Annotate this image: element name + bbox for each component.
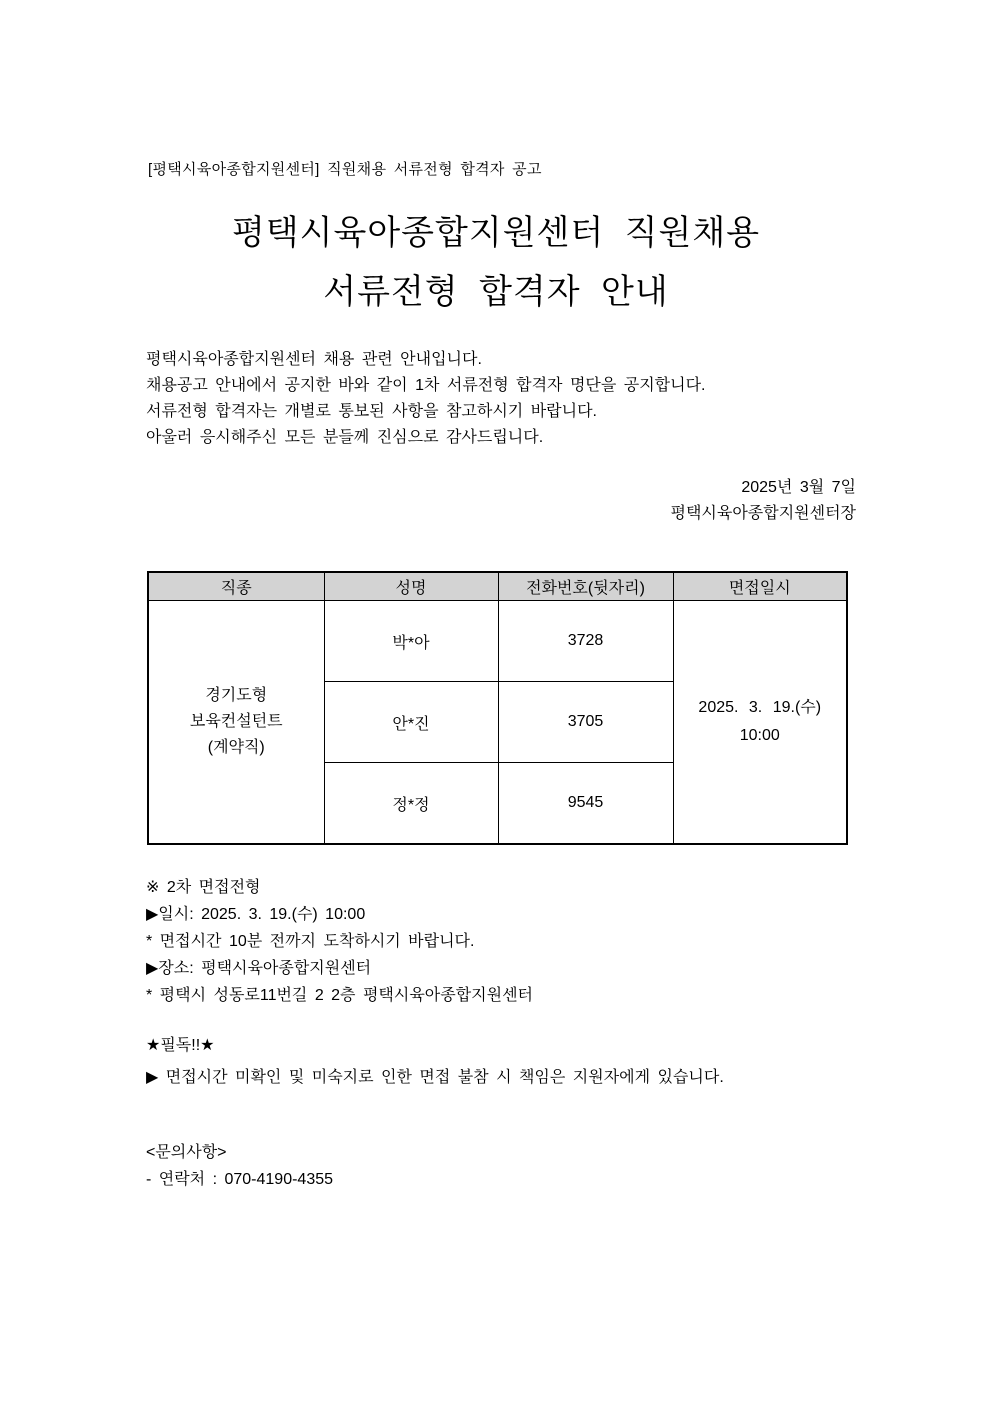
notes-datetime: ▶일시: 2025. 3. 19.(수) 10:00 [146, 906, 366, 923]
interview-datetime-cell [673, 601, 847, 845]
intro-paragraph [146, 347, 706, 451]
intro-line-3: 서류전형 합격자는 개별로 통보된 사항을 참고하시기 바랍니다. [146, 403, 597, 420]
job-category-line2: 보육컨설턴트 [189, 713, 283, 730]
applicants-table [147, 571, 848, 845]
contact-section-title: <문의사항> [146, 1144, 227, 1161]
column-header-job: 직종 [148, 572, 324, 601]
interview-date: 2025. 3. 19.(수) [698, 699, 822, 716]
doc-title [0, 204, 992, 322]
applicant-phone: 9545 [498, 763, 673, 845]
job-category-cell [148, 601, 324, 845]
applicant-phone: 3705 [498, 682, 673, 763]
notes-section-title: ※ 2차 면접전형 [146, 879, 261, 896]
doc-title-line2: 서류전형 합격자 안내 [323, 273, 669, 311]
intro-line-2: 채용공고 안내에서 공지한 바와 같이 1차 서류전형 합격자 명단을 공지합니다. [146, 377, 706, 394]
applicant-name: 정*정 [324, 763, 498, 845]
notes-arrival: * 면접시간 10분 전까지 도착하시기 바랍니다. [146, 933, 475, 950]
applicant-name: 안*진 [324, 682, 498, 763]
intro-line-1: 평택시육아종합지원센터 채용 관련 안내입니다. [146, 351, 482, 368]
interview-time: 10:00 [739, 727, 780, 744]
interview-notes [146, 874, 533, 1009]
column-header-phone: 전화번호(뒷자리) [498, 572, 673, 601]
doc-header-line: [평택시육아종합지원센터] 직원채용 서류전형 합격자 공고 [148, 161, 542, 178]
notes-place: ▶장소: 평택시육아종합지원센터 [146, 960, 372, 977]
intro-line-4: 아울러 응시해주신 모든 분들께 진심으로 감사드립니다. [146, 429, 544, 446]
column-header-interview: 면접일시 [673, 572, 847, 601]
must-read-title: ★필독!!★ [146, 1037, 215, 1054]
applicant-name: 박*아 [324, 601, 498, 682]
notes-address: * 평택시 성동로11번길 2 2층 평택시육아종합지원센터 [146, 987, 533, 1004]
must-read-line: ▶ 면접시간 미확인 및 미숙지로 인한 면접 불참 시 책임은 지원자에게 있습니다. [146, 1069, 724, 1086]
date-signature-block [671, 475, 856, 527]
doc-date: 2025년 3월 7일 [741, 479, 856, 496]
job-category-line1: 경기도형 [205, 687, 268, 704]
table-header-row [148, 572, 847, 601]
applicant-phone: 3728 [498, 601, 673, 682]
column-header-name: 성명 [324, 572, 498, 601]
contact-phone-line: - 연락처 : 070-4190-4355 [146, 1171, 334, 1188]
table-row [148, 601, 847, 682]
job-category-line3: (계약직) [207, 739, 265, 756]
doc-signature: 평택시육아종합지원센터장 [670, 505, 856, 522]
doc-title-line1: 평택시육아종합지원센터 직원채용 [231, 214, 761, 252]
